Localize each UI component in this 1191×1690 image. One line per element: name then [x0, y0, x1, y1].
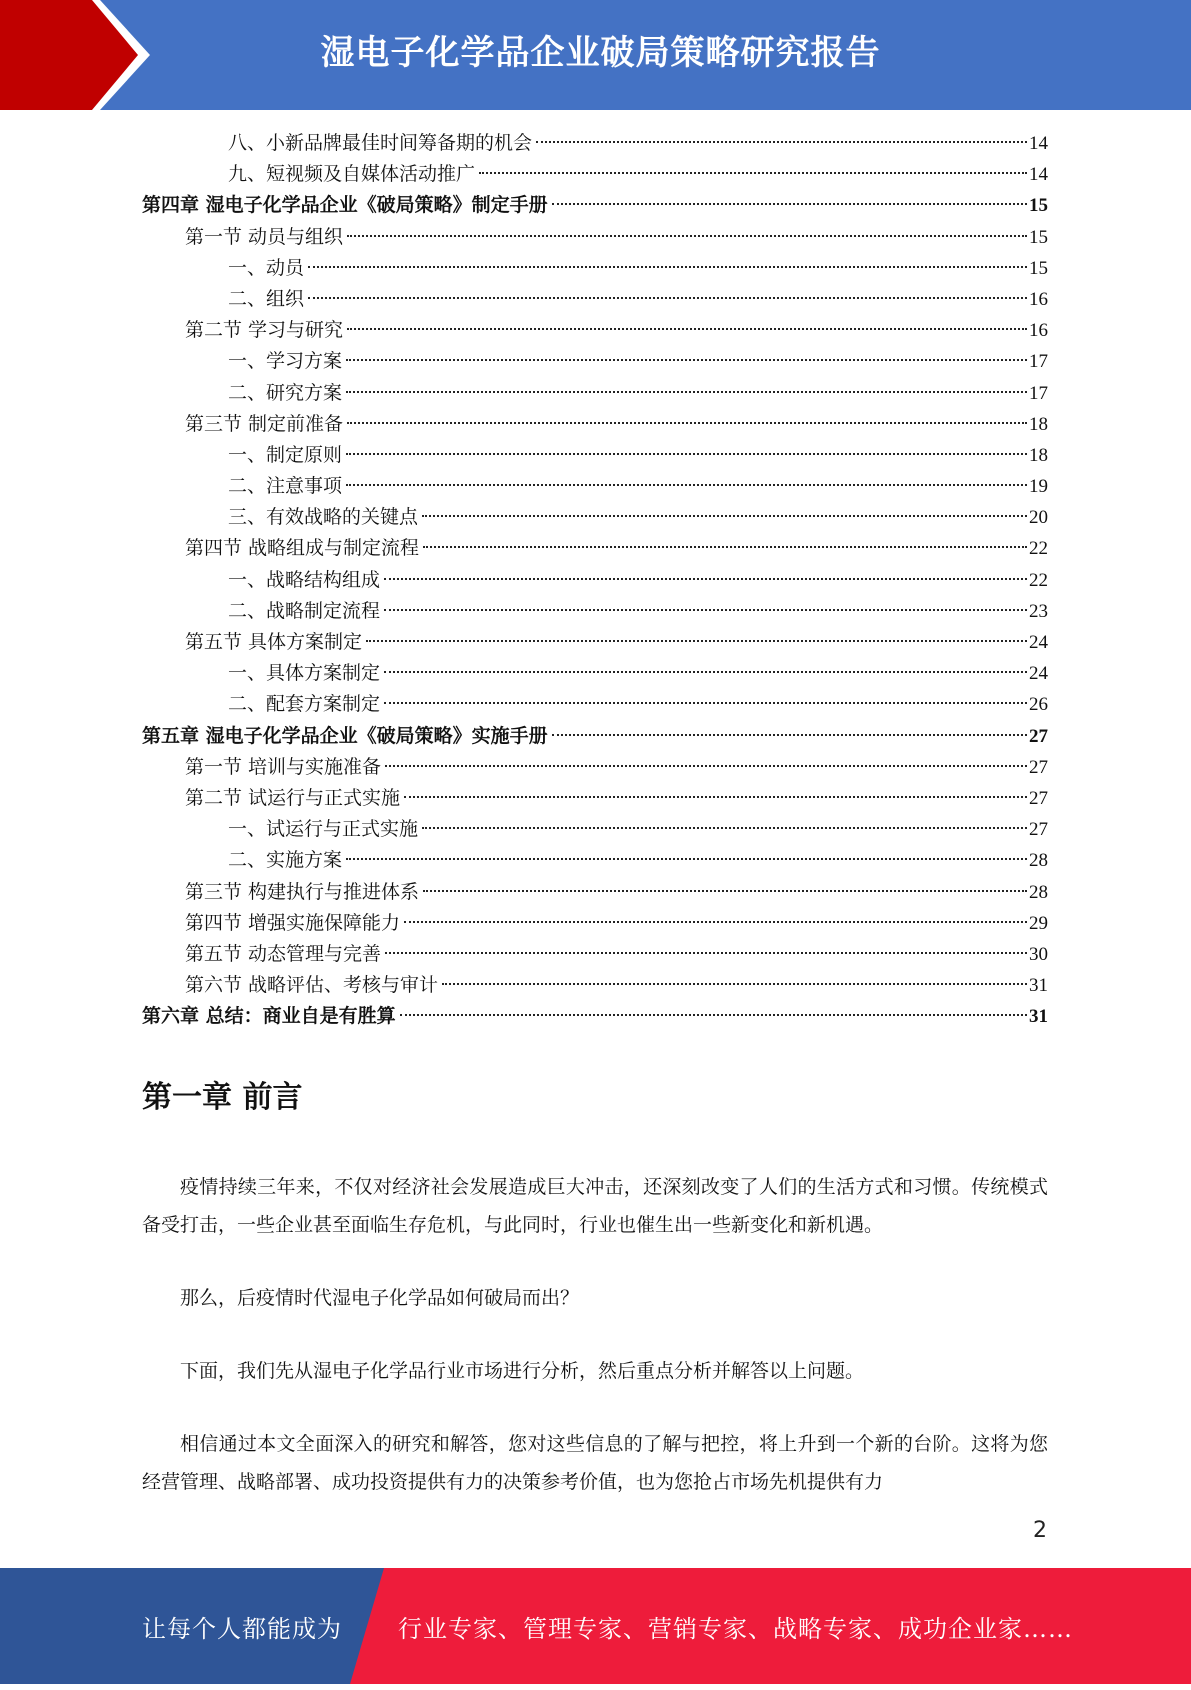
toc-entry-page: 23: [1029, 600, 1048, 622]
toc-entry[interactable]: [142, 190, 1048, 221]
toc-entry[interactable]: [142, 596, 1048, 627]
toc-entry-label: 二、研究方案: [228, 381, 343, 404]
toc-entry-label: 第六节 战略评估、考核与审计: [185, 974, 439, 997]
toc-entry-label: 二、配套方案制定: [228, 693, 381, 716]
toc-entry[interactable]: [142, 783, 1048, 814]
paragraph: 相信通过本文全面深入的研究和解答，您对这些信息的了解与把控，将上升到一个新的台阶。这将为您经营管理、战略部署、成功投资提供有力的决策参考价值，也为您抢占市场先机提供有力: [142, 1433, 1048, 1493]
toc-entry-label: 一、动员: [228, 256, 305, 279]
toc-entry-page: 16: [1029, 288, 1048, 310]
toc-entry[interactable]: [142, 689, 1048, 720]
toc-entry[interactable]: [142, 222, 1048, 253]
toc-entry[interactable]: [142, 845, 1048, 876]
toc-leader-dots: [308, 266, 1027, 268]
toc-entry-label: 第一节 培训与实施准备: [185, 755, 382, 778]
toc-entry-label: 第五节 动态管理与完善: [185, 942, 382, 965]
toc-entry[interactable]: [142, 284, 1048, 315]
toc-entry-page: 14: [1029, 164, 1048, 186]
toc-entry-label: 三、有效战略的关键点: [228, 506, 419, 529]
toc-leader-dots: [385, 765, 1027, 767]
page-header: [0, 0, 1191, 110]
toc-leader-dots: [385, 952, 1027, 954]
toc-leader-dots: [346, 391, 1027, 393]
toc-entry[interactable]: [142, 502, 1048, 533]
toc-entry-page: 27: [1029, 756, 1048, 778]
toc-entry-label: 第二节 学习与研究: [185, 319, 344, 342]
toc-entry-page: 22: [1029, 538, 1048, 560]
toc-leader-dots: [400, 1014, 1027, 1016]
toc-entry-label: 第六章 总结：商业自是有胜算: [142, 1005, 396, 1028]
footer-slogan-right: 行业专家、管理专家、营销专家、战略专家、成功企业家……: [398, 1615, 1073, 1643]
toc-leader-dots: [442, 983, 1027, 985]
toc-entry[interactable]: [142, 658, 1048, 689]
toc-entry-page: 20: [1029, 507, 1048, 529]
toc-entry-page: 27: [1029, 787, 1048, 809]
toc-leader-dots: [347, 235, 1027, 237]
toc-entry-page: 15: [1029, 257, 1048, 279]
chapter-body: [142, 1168, 1048, 1501]
toc-entry[interactable]: [142, 315, 1048, 346]
toc-leader-dots: [346, 484, 1027, 486]
toc-entry[interactable]: [142, 440, 1048, 471]
chapter-title: 第一章 前言: [142, 1080, 303, 1115]
toc-leader-dots: [346, 453, 1027, 455]
toc-entry-page: 29: [1029, 912, 1048, 934]
toc-entry[interactable]: [142, 721, 1048, 752]
toc-leader-dots: [423, 890, 1027, 892]
toc-entry-label: 第三节 制定前准备: [185, 412, 344, 435]
toc-entry[interactable]: [142, 378, 1048, 409]
toc-entry-label: 二、注意事项: [228, 475, 343, 498]
toc-entry-page: 27: [1029, 819, 1048, 841]
toc-entry-page: 16: [1029, 320, 1048, 342]
toc-entry[interactable]: [142, 565, 1048, 596]
toc-leader-dots: [536, 141, 1027, 143]
toc-entry-label: 一、具体方案制定: [228, 662, 381, 685]
paragraph: 那么，后疫情时代湿电子化学品如何破局而出？: [180, 1287, 580, 1309]
toc-entry[interactable]: [142, 627, 1048, 658]
toc-entry-label: 一、战略结构组成: [228, 568, 381, 591]
toc-leader-dots: [308, 297, 1027, 299]
toc-entry-label: 第五节 具体方案制定: [185, 631, 363, 653]
toc-entry-page: 31: [1029, 1006, 1048, 1028]
toc-entry-label: 八、小新品牌最佳时间筹备期的机会: [228, 132, 533, 154]
toc-entry-page: 27: [1029, 725, 1048, 747]
toc-leader-dots: [404, 796, 1027, 798]
toc-entry[interactable]: [142, 128, 1048, 159]
toc-entry[interactable]: [142, 939, 1048, 970]
toc-leader-dots: [423, 546, 1027, 548]
toc-leader-dots: [479, 172, 1027, 174]
toc-entry-page: 19: [1029, 476, 1048, 498]
toc-entry-label: 第一节 动员与组织: [185, 225, 344, 248]
toc-leader-dots: [366, 640, 1027, 642]
table-of-contents: [142, 128, 1048, 1032]
toc-entry-label: 一、试运行与正式实施: [228, 818, 419, 841]
toc-entry-page: 18: [1029, 413, 1048, 435]
toc-entry-label: 第四节 增强实施保障能力: [185, 911, 401, 934]
toc-entry[interactable]: [142, 814, 1048, 845]
footer-slogan-left: 让每个人都能成为: [142, 1615, 342, 1643]
toc-leader-dots: [346, 858, 1027, 860]
toc-entry[interactable]: [142, 159, 1048, 190]
toc-entry-label: 二、实施方案: [228, 849, 343, 872]
toc-leader-dots: [384, 702, 1027, 704]
toc-entry-label: 二、战略制定流程: [228, 599, 381, 622]
toc-leader-dots: [346, 359, 1027, 361]
report-title: 湿电子化学品企业破局策略研究报告: [320, 33, 881, 73]
toc-entry[interactable]: [142, 533, 1048, 564]
toc-entry[interactable]: [142, 970, 1048, 1001]
toc-entry-page: 22: [1029, 569, 1048, 591]
toc-entry-page: 28: [1029, 850, 1048, 872]
toc-entry-page: 15: [1029, 195, 1048, 217]
toc-entry[interactable]: [142, 908, 1048, 939]
toc-entry-label: 第二节 试运行与正式实施: [185, 786, 401, 809]
toc-entry-page: 18: [1029, 444, 1048, 466]
toc-leader-dots: [347, 328, 1027, 330]
toc-entry[interactable]: [142, 877, 1048, 908]
toc-entry[interactable]: [142, 409, 1048, 440]
toc-entry-page: 26: [1029, 694, 1048, 716]
toc-entry[interactable]: [142, 346, 1048, 377]
toc-entry-page: 15: [1029, 226, 1048, 248]
toc-entry-page: 31: [1029, 975, 1048, 997]
toc-leader-dots: [552, 203, 1027, 205]
toc-leader-dots: [347, 422, 1027, 424]
toc-leader-dots: [384, 609, 1027, 611]
toc-entry-page: 17: [1029, 351, 1048, 373]
toc-leader-dots: [552, 734, 1027, 736]
paragraph: 下面，我们先从湿电子化学品行业市场进行分析，然后重点分析并解答以上问题。: [180, 1360, 865, 1382]
toc-entry-label: 二、组织: [228, 287, 305, 310]
toc-entry-page: 17: [1029, 382, 1048, 404]
toc-leader-dots: [422, 515, 1027, 517]
toc-entry-label: 一、学习方案: [228, 350, 343, 373]
toc-entry-label: 第四节 战略组成与制定流程: [185, 537, 420, 560]
toc-entry-page: 24: [1029, 663, 1048, 685]
toc-entry[interactable]: [142, 752, 1048, 783]
toc-entry[interactable]: [142, 1001, 1048, 1032]
toc-entry-label: 第五章 湿电子化学品企业《破局策略》实施手册: [142, 724, 548, 747]
toc-entry[interactable]: [142, 471, 1048, 502]
toc-entry-page: 28: [1029, 881, 1048, 903]
toc-entry[interactable]: [142, 253, 1048, 284]
toc-entry-label: 九、短视频及自媒体活动推广: [228, 163, 476, 186]
toc-leader-dots: [384, 578, 1027, 580]
toc-entry-page: 14: [1029, 133, 1048, 154]
toc-entry-label: 第三节 构建执行与推进体系: [185, 880, 420, 903]
paragraph: 疫情持续三年来，不仅对经济社会发展造成巨大冲击，还深刻改变了人们的生活方式和习惯。传统模式备受打击，一些企业甚至面临生存危机，与此同时，行业也催生出一些新变化和新机遇。: [142, 1176, 1048, 1236]
toc-entry-label: 一、制定原则: [228, 443, 343, 466]
page-number: 2: [1033, 1518, 1047, 1543]
toc-leader-dots: [384, 671, 1027, 673]
toc-leader-dots: [422, 827, 1027, 829]
toc-entry-page: 24: [1029, 632, 1048, 653]
page-footer: [0, 1568, 1191, 1684]
toc-entry-page: 30: [1029, 943, 1048, 965]
toc-entry-label: 第四章 湿电子化学品企业《破局策略》制定手册: [142, 194, 548, 217]
toc-leader-dots: [404, 921, 1027, 923]
